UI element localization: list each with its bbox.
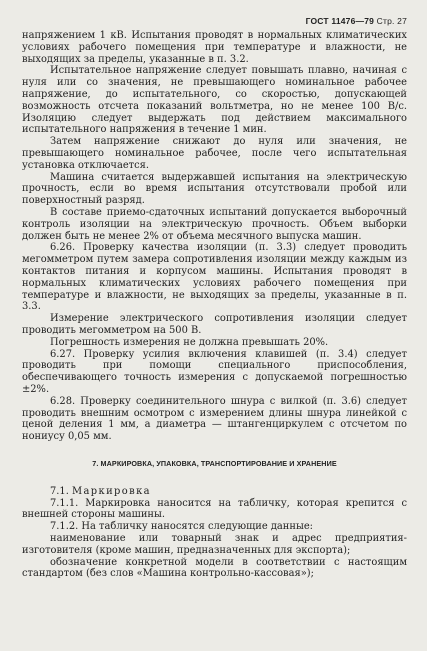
paragraph: Измерение электрического сопротивления изоляции следует проводить мегомметром на 500 В. bbox=[22, 313, 407, 336]
paragraph: В составе приемо-сдаточных испытаний допускается выборочный контроль изоляции на электрическую прочность. Объем выборки должен быть не менее 2% от объема месячного выпуска машин. bbox=[22, 206, 407, 242]
paragraph: Машина считается выдержавшей испытания на электрическую прочность, если во время испытания отсутствовали пробой или поверхностный разряд. bbox=[22, 171, 407, 207]
subsection-heading bbox=[22, 486, 407, 498]
paragraph: Испытательное напряжение следует повышать плавно, начиная с нуля или со значения, не превышающего номинальное рабочее напряжение, до испытательного, со скоростью, допускающей возможность отсчета показаний вольтметра, но не менее 100 В/с. Изоляцию следует выдержать под действием максимального испытательного напряжения в течение 1 мин. bbox=[22, 65, 407, 136]
paragraph: 6.28. Проверку соединительного шнура с вилкой (п. 3.6) следует проводить внешним осмотром с измерением длины шнура линейкой с ценой деления 1 мм, а диаметра — штангенциркулем с отсчетом по нониусу 0,05 мм. bbox=[22, 395, 407, 443]
page-header bbox=[22, 16, 407, 26]
paragraph: Погрешность измерения не должна превышать 20%. bbox=[50, 336, 329, 348]
paragraph: 7.1.2. На табличку наносятся следующие данные: bbox=[50, 521, 314, 533]
paragraph: 7.1.1. Маркировка наносится на табличку, которая крепится с внешней стороны машины. bbox=[22, 497, 407, 521]
paragraph: наименование или товарный знак и адрес предприятия-изготовителя (кроме машин, предназначенных для экспорта); bbox=[22, 533, 407, 556]
paragraph: напряжением 1 кВ. Испытания проводят в нормальных климатических условиях рабочего помещения при температуре и влажности, не выходящих за пределы, указанные в п. 3.2. bbox=[22, 30, 407, 65]
subsection-title: Маркировка bbox=[71, 485, 151, 497]
paragraph: Затем напряжение снижают до нуля или значения, не превышающего номинальное рабочее, после чего испытательная установка отключается. bbox=[22, 136, 407, 171]
paragraph: 6.27. Проверку усилия включения клавишей (п. 3.4) следует проводить при помощи специального приспособления, обеспечивающего точность измерения с допускаемой погрешностью ±2%. bbox=[22, 348, 407, 395]
paragraph: обозначение конкретной модели в соответствии с настоящим стандартом (без слов «Машина контрольно-кассовая»); bbox=[22, 556, 407, 580]
doc-code: ГОСТ 11476—79 bbox=[305, 16, 375, 26]
page-number: Стр. 27 bbox=[376, 16, 407, 26]
section-heading: 7. МАРКИРОВКА, УПАКОВКА, ТРАНСПОРТИРОВАНИЕ И ХРАНЕНИЕ bbox=[92, 458, 337, 468]
subsection-number: 7.1. bbox=[50, 485, 69, 497]
paragraph: 6.26. Проверку качества изоляции (п. 3.3) следует проводить мегомметром путем замера сопротивления изоляции между каждым из контактов питания и корпусом машины. Испытания проводят в нормальных климатических условиях рабочего помещения при температуре и влажности, не выходящих за пределы, указанные в п. 3.3. bbox=[22, 242, 407, 313]
